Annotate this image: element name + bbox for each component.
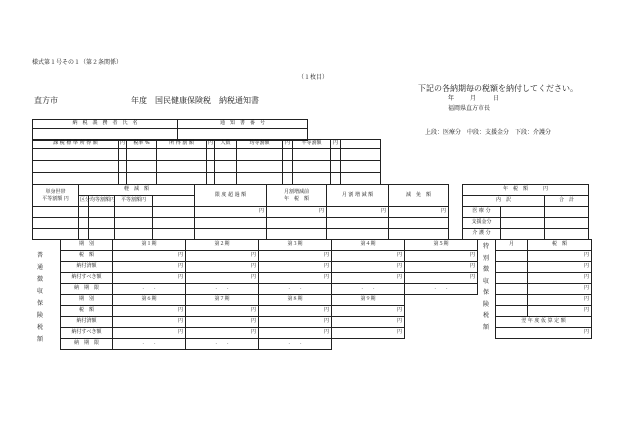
document-title: 年度 国民健康保険税 納税通知書 [131,96,259,105]
tax-amount-label: 税 額 [61,251,113,262]
special-tax-label: 税 額 [528,240,592,251]
paid-label: 納付済額 [61,262,113,273]
notice-text: 下記の各納期毎の税額を納付してください。 [418,84,578,93]
tier-medical: 医 療 分 [463,207,501,218]
basis-header-rate: 税率 % [127,140,157,149]
period-9: 第９期 [332,295,405,306]
period-3: 第３期 [259,240,332,251]
special-collection-label: 特 別 徴 収 保 険 税 額 [482,243,489,331]
breakdown-header: 内 訳 [463,196,545,207]
single-household-header: 単身世帯 平等割額 円 [33,185,79,207]
monthly-adjust-header: 月 割 増 減 額 [327,185,389,207]
annual-tax-table [462,184,589,240]
basis-header-flat: 平等割額 [293,140,331,149]
tier-care: 介 護 分 [463,229,501,240]
form-id: 様式第１号その１（第２条関係） [32,59,123,66]
tier-support: 支援金分 [463,218,501,229]
reduction-flat: 平等割額円 [115,196,153,207]
basis-header-persons: 人数 [215,140,237,149]
annual-tax-header: 年 税 額 円 [463,185,589,196]
period-6: 第６期 [113,295,186,306]
month-label: 月 [496,240,528,251]
period-7: 第７期 [186,295,259,306]
basis-header-income-levy: 所 得 割 額 [157,140,207,149]
reduction-table: 単身世帯 平等割額 円 軽 減 額 限 度 超 過 額 月割増減前 年 税 額 月 割 増 減 額 減 免 額 区分 均等割額円 平等割額円 円 円 円 円 [32,184,449,240]
special-collection-table: 月 税 額 円 円 円 円 円 円 翌 年 度 仮 算 定 額 円 [495,239,592,339]
basis-header-yen: 円 [331,140,341,149]
to-pay-label: 納付すべき額 [61,273,113,284]
period-label: 期 別 [61,240,113,251]
basis-header-yen: 円 [283,140,293,149]
date-month: 月 [470,95,477,102]
reduction-per-capita: 均等割額円 [89,196,115,207]
reduction-header: 軽 減 額 [79,185,195,196]
limit-excess-header: 限 度 超 過 額 [195,185,267,207]
basis-header-yen: 円 [207,140,215,149]
next-year-label: 翌 年 度 仮 算 定 額 [496,317,592,328]
total-header: 合 計 [545,196,589,207]
pre-reduction-header: 月割増減前 年 税 額 [267,185,327,207]
period-1: 第１期 [113,240,186,251]
ordinary-collection-label: 普 通 徴 収 保 険 税 額 [36,252,43,343]
basis-header-income: 課 税 標 準 所 得 額 [33,140,119,149]
exemption-header: 減 免 額 [389,185,449,207]
date-day: 日 [493,95,500,102]
notice-number-label: 通 知 書 番 号 [178,120,308,129]
period-8: 第８期 [259,295,332,306]
installments-table: 期 別 第１期 第２期 第３期 第４期 第５期 税 額 円 円 円 円 円 納付済額 円 円 円 円 円 納付すべき額 円 円 円 円 円 納 期 限 . . . . . . . . . . 期 別 第６期 第７期 第８期 第９期 税 額 円 円 円 円 納付済額 円 円 円 円 納付すべき額 円 円 円 円 納 期 限 . . . . . . [60,239,478,350]
tax-basis-table [32,139,381,185]
reduction-category: 区分 [79,196,89,207]
basis-header-yen: 円 [119,140,127,149]
period-5: 第５期 [405,240,478,251]
basis-header-per-capita: 均等割額 [237,140,283,149]
period-4: 第４期 [332,240,405,251]
date-year: 年 [448,95,455,102]
tier-legend: 上段：医療分 中段：支援金分 下段：介護分 [425,129,552,136]
period-2: 第２期 [186,240,259,251]
period-label-2: 期 別 [61,295,113,306]
city-name: 直方市 [34,96,58,105]
taxpayer-name-label: 納 税 義 務 者 氏 名 [33,120,178,129]
page-count: （１枚目） [298,74,329,81]
taxpayer-table [32,119,308,141]
issuer: 福岡県直方市長 [448,105,491,112]
due-label: 納 期 限 [61,284,113,295]
